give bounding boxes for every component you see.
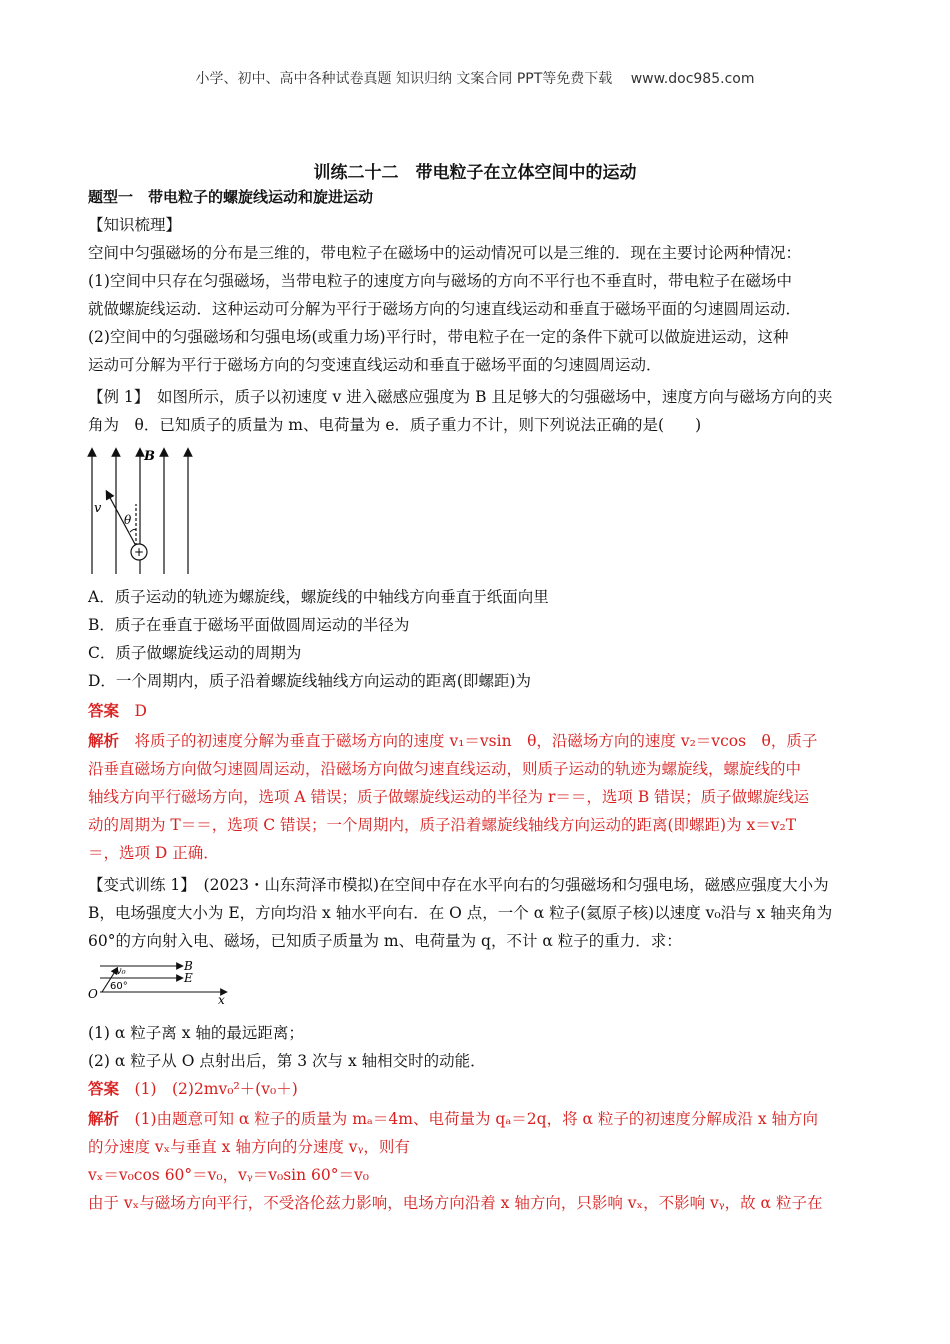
analysis-1-line: ＝，选项 D 正确．: [88, 844, 219, 862]
fig2-v0-label: v₀: [116, 966, 126, 977]
velocity-arrow: [108, 494, 136, 546]
answer-label: 答案: [88, 701, 120, 720]
angle-theta-label: θ: [124, 513, 132, 527]
proton-plus-label: +: [133, 545, 145, 559]
section-heading: 题型一 带电粒子的螺旋线运动和旋进运动: [88, 188, 374, 206]
knowledge-label: 【知识梳理】: [88, 216, 182, 234]
answer-label: 答案: [88, 1079, 120, 1098]
analysis-1-line: 轴线方向平行磁场方向，选项 A 错误；质子做螺旋线运动的半径为 r＝＝，选项 B 错误；质子做螺旋线运: [88, 788, 810, 806]
velocity-v-label: v: [94, 501, 102, 516]
variant-line: 【变式训练 1】 (2023・山东菏泽市模拟)在空间中存在水平向右的匀强磁场和匀强电场，磁感应强度大小为: [88, 876, 829, 894]
variant-line: B，电场强度大小为 E，方向均沿 x 轴水平向右．在 O 点，一个 α 粒子(氦原子核)以速度 v₀沿与 x 轴夹角为: [88, 904, 833, 922]
analysis-label: 解析: [88, 1109, 120, 1128]
analysis-2-line: [88, 1108, 818, 1130]
option-d: D．一个周期内，质子沿着螺旋线轴线方向运动的距离(即螺距)为: [88, 672, 532, 690]
intro-line: (1)空间中只存在匀强磁场，当带电粒子的速度方向与磁场的方向不平行也不垂直时，带电粒子在磁场中: [88, 272, 792, 290]
fig2-x-label: x: [218, 993, 225, 1006]
question-2: (2) α 粒子从 O 点射出后，第 3 次与 x 轴相交时的动能．: [88, 1052, 486, 1070]
answer-value: D: [134, 702, 147, 720]
question-1: (1) α 粒子离 x 轴的最远距离；: [88, 1024, 304, 1042]
answer-value: (1) (2)2mv₀²＋(v₀＋): [134, 1080, 298, 1098]
option-c: C．质子做螺旋线运动的周期为: [88, 644, 302, 662]
answer-1: [88, 700, 147, 722]
analysis-text: 将质子的初速度分解为垂直于磁场方向的速度 v₁＝vsin θ，沿磁场方向的速度 v₂＝vcos θ，质子: [134, 732, 818, 750]
fig2-angle-label: 60°: [110, 981, 128, 992]
analysis-1-line: 动的周期为 T＝＝，选项 C 错误；一个周期内，质子沿着螺旋线轴线方向运动的距离(即螺距)为 x＝v₂T: [88, 816, 797, 834]
analysis-1-line: 沿垂直磁场方向做匀速圆周运动，沿磁场方向做匀速直线运动，则质子运动的轨迹为螺旋线，螺旋线的中: [88, 760, 802, 778]
page-title: 训练二十二 带电粒子在立体空间中的运动: [313, 163, 637, 183]
intro-line: 就做螺旋线运动．这种运动可分解为平行于磁场方向的匀速直线运动和垂直于磁场平面的匀速圆周运动．: [88, 300, 802, 318]
answer-2: [88, 1078, 298, 1100]
variant-line: 60°的方向射入电、磁场，已知质子质量为 m、电荷量为 q，不计 α 粒子的重力．求：: [88, 932, 682, 950]
figure-field-axis: [86, 956, 246, 1006]
example-line: 【例 1】 如图所示，质子以初速度 v 进入磁感应强度为 B 且足够大的匀强磁场中，速度方向与磁场方向的夹: [88, 388, 833, 406]
option-a: A．质子运动的轨迹为螺旋线，螺旋线的中轴线方向垂直于纸面向里: [88, 588, 549, 606]
fig2-o-label: O: [88, 987, 98, 1001]
analysis-2-line: 由于 vₓ与磁场方向平行，不受洛伦兹力影响，电场方向沿着 x 轴方向，只影响 vₓ，不影响 vᵧ，故 α 粒子在: [88, 1194, 823, 1212]
analysis-2-line: 的分速度 vₓ与垂直 x 轴方向的分速度 vᵧ，则有: [88, 1138, 410, 1156]
example-line: 角为 θ．已知质子的质量为 m、电荷量为 e．质子重力不计，则下列说法正确的是( ): [88, 416, 702, 434]
intro-line: 运动可分解为平行于磁场方向的匀变速直线运动和垂直于磁场平面的匀速圆周运动．: [88, 356, 662, 374]
intro-line: 空间中匀强磁场的分布是三维的，带电粒子在磁场中的运动情况可以是三维的．现在主要讨论两种情况：: [88, 244, 802, 262]
analysis-2-line: vₓ＝v₀cos 60°＝v₀，vᵧ＝v₀sin 60°＝v₀: [88, 1166, 369, 1184]
analysis-text: (1)由题意可知 α 粒子的质量为 mₐ＝4m、电荷量为 qₐ＝2q，将 α 粒子的初速度分解成沿 x 轴方向: [134, 1110, 819, 1128]
figure-magnetic-field: [84, 444, 204, 578]
intro-line: (2)空间中的匀强磁场和匀强电场(或重力场)平行时，带电粒子在一定的条件下就可以做旋进运动，这种: [88, 328, 789, 346]
field-b-label: B: [144, 449, 155, 464]
analysis-1-line: [88, 730, 817, 752]
fig2-e-label: E: [184, 971, 193, 985]
option-b: B．质子在垂直于磁场平面做圆周运动的半径为: [88, 616, 410, 634]
analysis-label: 解析: [88, 731, 120, 750]
fig2-b-label: B: [184, 959, 193, 973]
page-header: 小学、初中、高中各种试卷真题 知识归纳 文案合同 PPT等免费下载 www.doc985.com: [195, 71, 755, 87]
